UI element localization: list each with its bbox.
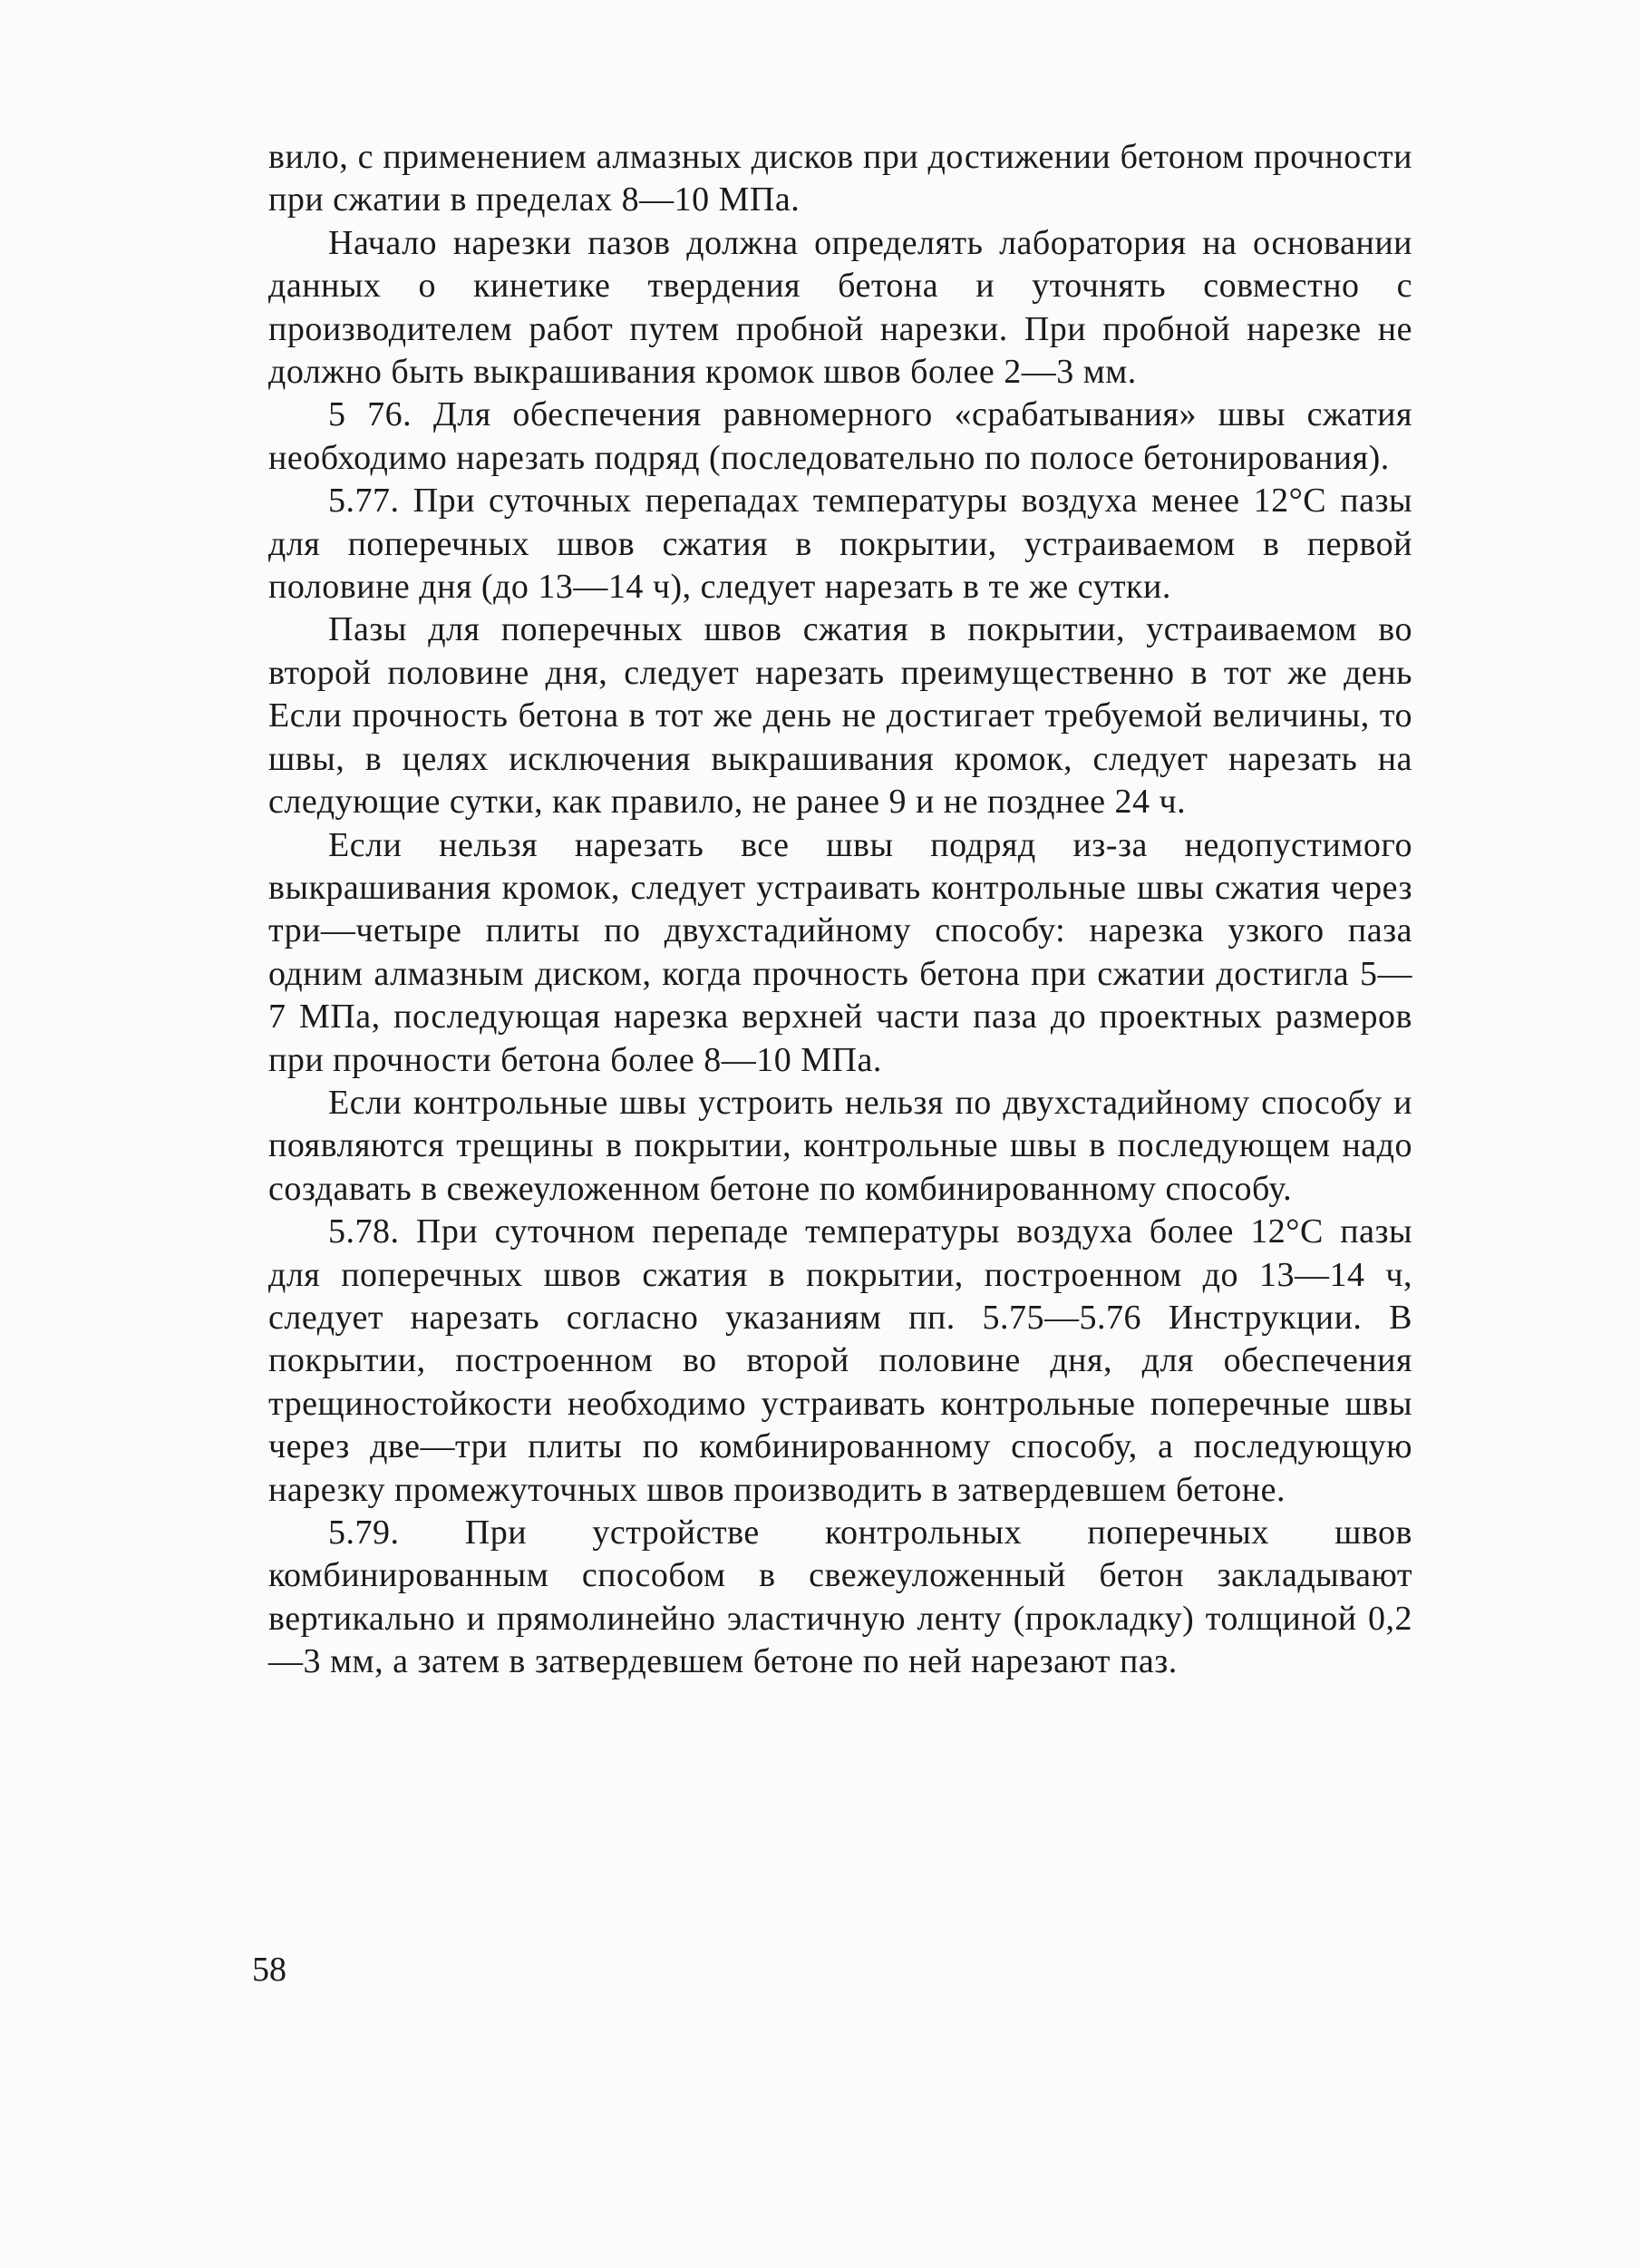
paragraph-two-stage: Если нельзя нарезать все швы подряд из-за недопустимого выкрашивания кромок, следует устраивать контрольные швы сжатия через три—четыре плиты по двухстадийному способу: нарезка узкого паза одним алмазным диском, когда прочность бетона при сжатии достигла 5—7 МПа, последующая нарезка верхней части паза до проектных размеров при прочности бетона более 8—10 МПа. xyxy=(268,825,1412,1079)
body-text xyxy=(268,136,1412,1684)
paragraph-5-78: 5.78. При суточном перепаде температуры воздуха более 12°С пазы для поперечных швов сжатия в покрытии, построенном до 13—14 ч, следует нарезать согласно указаниям пп. 5.75—5.76 Инструкции. В покрытии, построенном во второй половине дня, для обеспечения трещиностойкости необходимо устраивать контрольные поперечные швы через две—три плиты по комбинированному способу, а последующую нарезку промежуточных швов производить в затвердевшем бетоне. xyxy=(268,1212,1412,1509)
paragraph-second-half-day: Пазы для поперечных швов сжатия в покрытии, устраиваемом во второй половине дня, следует нарезать преимущественно в тот же день Если прочность бетона в тот же день не достигает требуемой величины, то швы, в целях исключения выкрашивания кромок, следует нарезать на следующие сутки, как правило, не ранее 9 и не позднее 24 ч. xyxy=(268,610,1412,822)
paragraph-5-77: 5.77. При суточных перепадах температуры воздуха менее 12°С пазы для поперечных швов сжатия в покрытии, устраиваемом в первой половине дня (до 13—14 ч), следует нарезать в те же сутки. xyxy=(268,482,1412,607)
paragraph-5-79: 5.79. При устройстве контрольных поперечных швов комбинированным способом в свежеуложенный бетон закладывают вертикально и прямолинейно эластичную ленту (прокладку) толщиной 0,2—3 мм, а затем в затвердевшем бетоне по ней нарезают паз. xyxy=(268,1514,1412,1681)
paragraph-5-76: 5 76. Для обеспечения равномерного «срабатывания» швы сжатия необходимо нарезать подряд (последовательно по полосе бетонирования). xyxy=(268,395,1412,477)
paragraph-continuation: вило, с применением алмазных дисков при достижении бетоном прочности при сжатии в пределах 8—10 МПа. xyxy=(268,138,1412,219)
page-number: 58 xyxy=(252,1951,286,1989)
paragraph-combined-method: Если контрольные швы устроить нельзя по двухстадийному способу и появляются трещины в покрытии, контрольные швы в последующем надо создавать в свежеуложенном бетоне по комбинированному способу. xyxy=(268,1083,1412,1208)
paragraph-cut-start: Начало нарезки пазов должна определять лаборатория на основании данных о кинетике твердения бетона и уточнять совместно с производителем работ путем пробной нарезки. При пробной нарезке не должно быть выкрашивания кромок швов более 2—3 мм. xyxy=(268,223,1412,392)
